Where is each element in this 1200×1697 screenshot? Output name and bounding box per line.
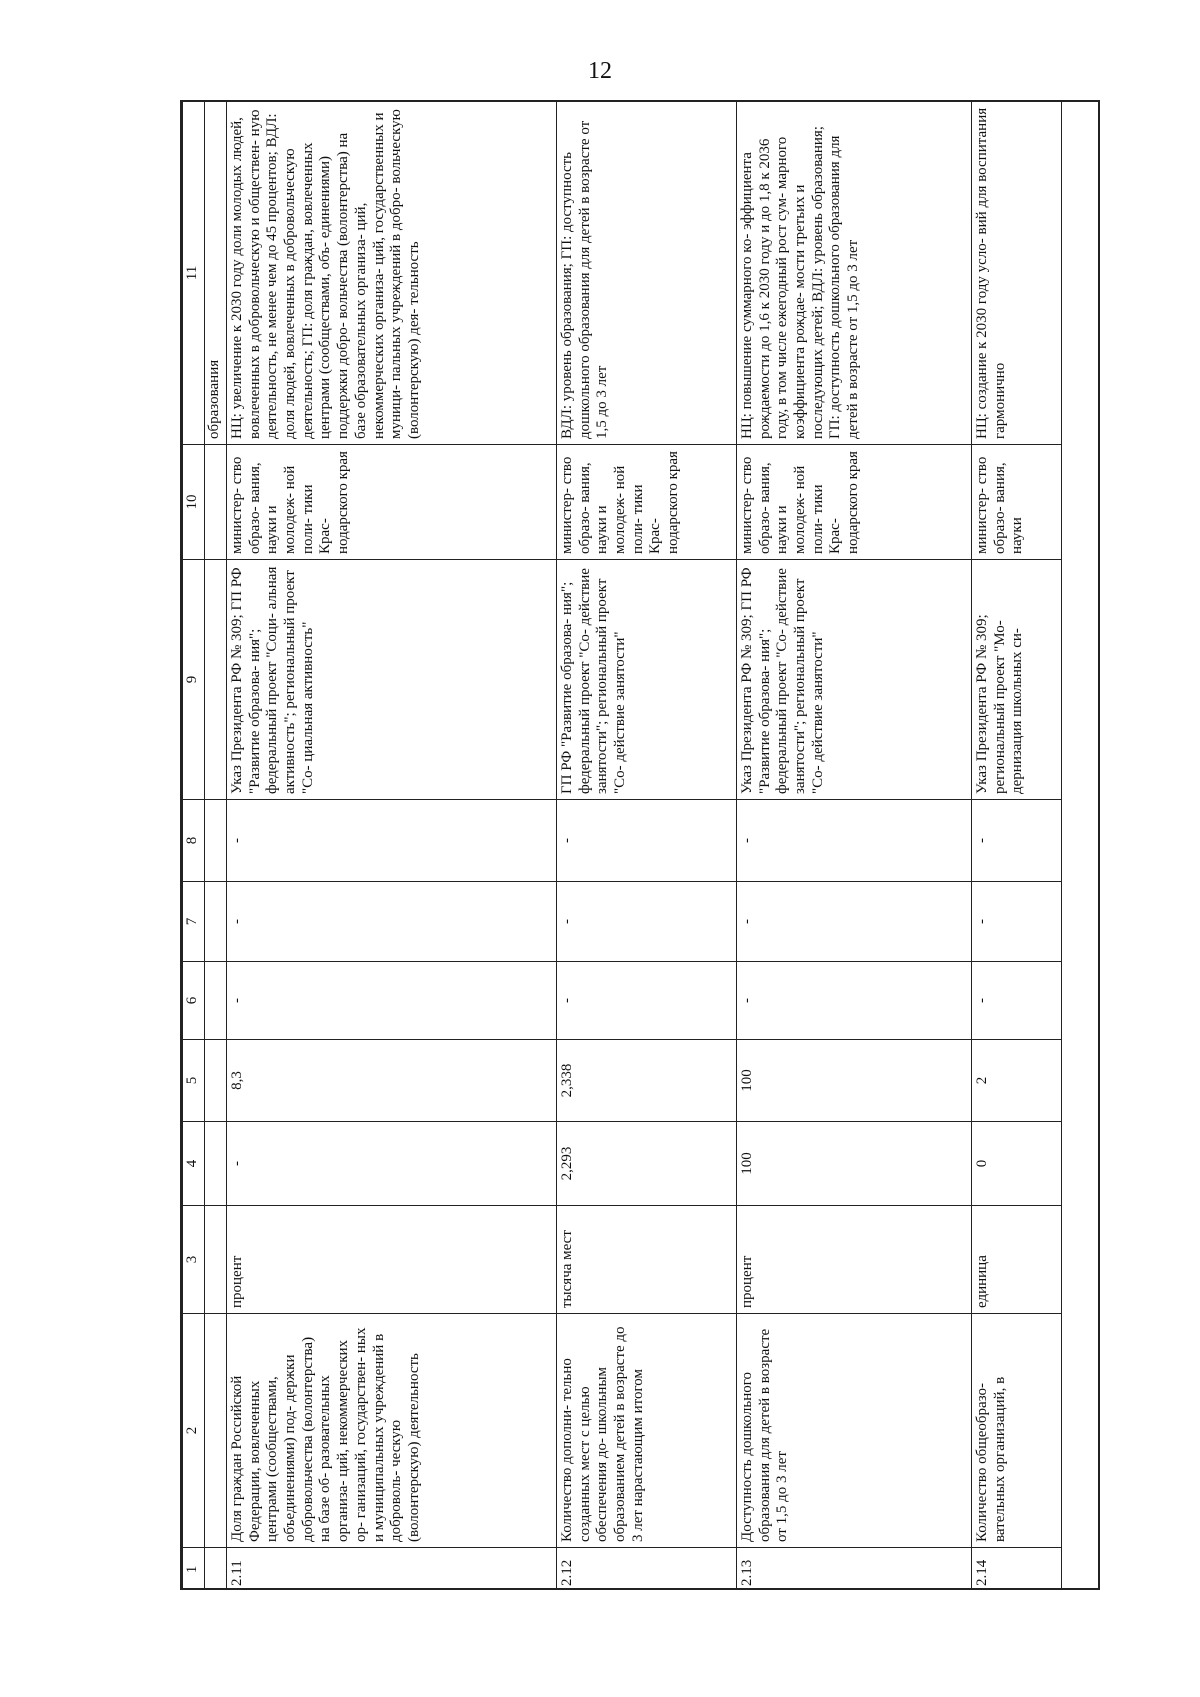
unit: процент [227,1206,557,1314]
indicator-name: Доступность дошкольного образования для детей в возрасте от 1,5 до 3 лет [737,1314,972,1548]
column-number: 4 [183,1122,205,1206]
column-number: 7 [183,882,205,962]
row-number: 2.14 [972,1548,1062,1591]
unit: тысяча мест [557,1206,737,1314]
value-cell: - [737,962,972,1040]
value-cell: 100 [737,1122,972,1206]
unit: единица [972,1206,1062,1314]
basis-document: ГП РФ "Развитие образова- ния"; федеральный проект "Со- действие занятости"; региональный проект "Со- действие занятости" [557,560,737,800]
goal-link: НЦ: повышение суммарного ко- эффициента рождаемости до 1,6 к 2030 году и до 1,8 к 2036 году, в том числе ежегодный рост сум- марного коэффициента рождае- мости третьих и последующих детей; ВДЛ: уровень образования; ГП: доступность дошкольного образования для детей в возрасте от 1,5 до 3 лет [737,102,972,445]
column-number: 6 [183,962,205,1040]
row-number: 2.11 [227,1548,557,1591]
responsible-org: министер- ство образо- вания, науки и молодеж- ной поли- тики Крас- нодарского края [557,445,737,560]
column-number-row [183,102,205,1591]
column-number: 3 [183,1206,205,1314]
basis-document: Указ Президента РФ № 309; ГП РФ "Развитие образова- ния"; федеральный проект "Со- действие занятости"; региональный проект "Со- действие занятости" [737,560,972,800]
column-number: 9 [183,560,205,800]
column-number: 10 [183,445,205,560]
table-row [737,102,972,1591]
table-row [972,102,1062,1591]
value-cell: - [227,882,557,962]
value-cell: - [737,800,972,882]
value-cell: 0 [972,1122,1062,1206]
table-row [227,102,557,1591]
row-number: 2.12 [557,1548,737,1591]
value-cell: - [227,1122,557,1206]
rotated-table-wrapper [182,102,1100,1590]
continuation-row [205,102,227,1591]
value-cell: - [557,882,737,962]
goal-link: ВДЛ: уровень образования; ГП: доступность дошкольного образования для детей в возрасте от 1,5 до 3 лет [557,102,737,445]
goal-link: НЦ: увеличение к 2030 году доли молодых людей, вовлеченных в добровольческую и обществен- ную деятельность, не менее чем до 45 процентов; ВДЛ: доля людей, вовлеченных в добровольческую деятельность; ГП: доля граждан, вовлеченных центрами (сообществами, объ- единениями) поддержки добро- вольчества (волонтерства) на базе образовательных организа- ций, некоммерческих организа- ций, государственных и муници- пальных учреждений в добро- вольческую (волонтерскую) дея- тельность [227,102,557,445]
value-cell: - [972,800,1062,882]
indicators-table-frame [180,100,1100,1590]
goal-link: НЦ: создание к 2030 году усло- вий для воспитания гармонично [972,102,1062,445]
value-cell: 2,338 [557,1040,737,1122]
value-cell: - [557,962,737,1040]
value-cell: 2,293 [557,1122,737,1206]
column-number: 1 [183,1548,205,1591]
value-cell: - [972,882,1062,962]
value-cell: - [227,800,557,882]
indicators-table [182,101,1062,1590]
table-row [557,102,737,1591]
indicator-name: Доля граждан Российской Федерации, вовлеченных центрами (сообществами, объединениями) под- держки добровольчества (волонтерства) на базе об- разовательных организа- ций, некоммерческих ор- ганизаций, государствен- ных и муниципальных учреждений в доброволь- ческую (волонтерскую) деятельность [227,1314,557,1548]
indicator-name: Количество общеобразо- вательных организаций, в [972,1314,1062,1548]
value-cell: - [737,882,972,962]
value-cell: 8,3 [227,1040,557,1122]
column-number: 5 [183,1040,205,1122]
row-number: 2.13 [737,1548,972,1591]
responsible-org: министер- ство образо- вания, науки и молодеж- ной поли- тики Крас- нодарского края [227,445,557,560]
continuation-text: образования [205,102,227,445]
value-cell: 100 [737,1040,972,1122]
value-cell: - [227,962,557,1040]
column-number: 11 [183,102,205,445]
value-cell: 2 [972,1040,1062,1122]
responsible-org: министер- ство образо- вания, науки и молодеж- ной поли- тики Крас- нодарского края [737,445,972,560]
column-number: 8 [183,800,205,882]
value-cell: - [972,962,1062,1040]
indicator-name: Количество дополни- тельно созданных мест с целью обеспечения до- школьным образованием детей в возрасте до 3 лет нарастающим итогом [557,1314,737,1548]
basis-document: Указ Президента РФ № 309; региональный проект "Мо- дернизация школьных си- [972,560,1062,800]
basis-document: Указ Президента РФ № 309; ГП РФ "Развитие образова- ния"; федеральный проект "Соци- альная активность"; региональный проект "Со- циальная активность" [227,560,557,800]
responsible-org: министер- ство образо- вания, науки [972,445,1062,560]
column-number: 2 [183,1314,205,1548]
value-cell: - [557,800,737,882]
unit: процент [737,1206,972,1314]
page-number: 12 [588,58,612,84]
